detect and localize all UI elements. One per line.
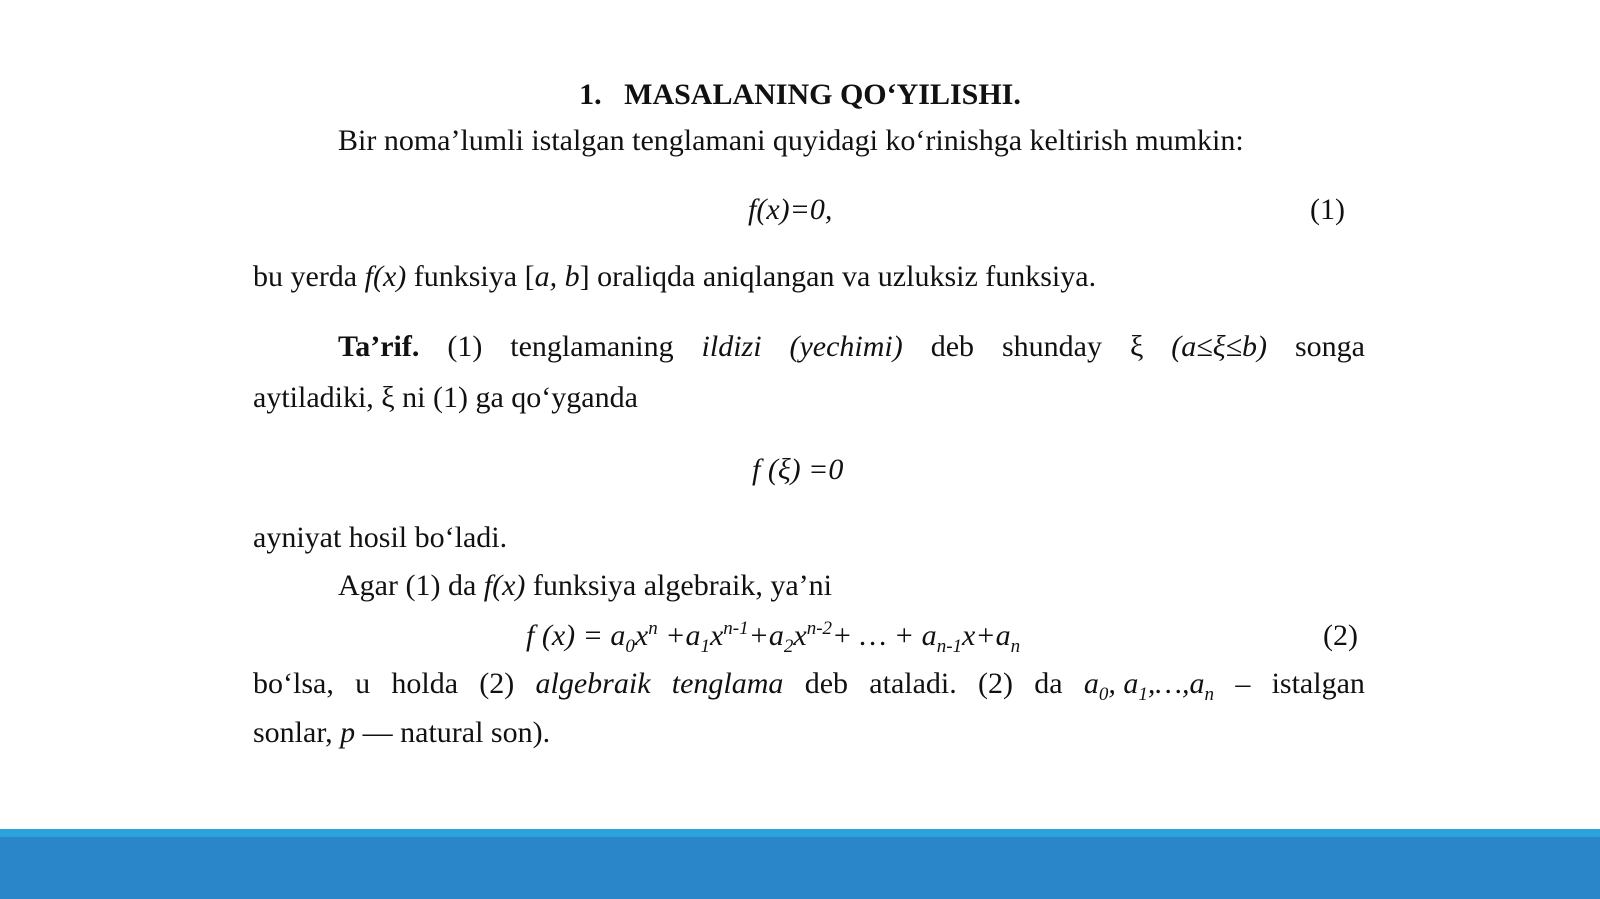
eq-part: x <box>709 619 724 652</box>
word: bo‘lsa, <box>253 667 334 700</box>
word: deb <box>930 330 975 363</box>
word: (2) <box>479 667 515 700</box>
coefficients <box>1083 667 1215 705</box>
equation-2 <box>526 618 1021 657</box>
equation-xi: f (ξ) =0 <box>752 453 844 486</box>
space <box>557 260 565 293</box>
interval-b: b <box>564 260 580 293</box>
intro-line: Bir noma’lumli istalgan tenglamani quyidagi ko‘rinishga keltirish mumkin: <box>338 124 1244 157</box>
text: funksiya algebraik, ya’ni <box>525 569 832 602</box>
word: u <box>355 667 371 700</box>
word: ataladi. <box>869 667 957 700</box>
xi-symbol: ξ <box>1129 330 1144 363</box>
eq-part: +a <box>657 619 701 652</box>
subscript: n-1 <box>936 636 963 657</box>
term-yechimi: (yechimi) <box>789 330 903 363</box>
subscript: 1 <box>1138 684 1148 705</box>
equation-2-label: (2) <box>1323 619 1358 652</box>
eq-part: x <box>793 619 807 652</box>
subscript: 2 <box>783 636 794 657</box>
text: Agar (1) da <box>338 569 484 602</box>
text: — natural son). <box>355 716 551 749</box>
coef-part: , a <box>1108 667 1139 700</box>
term-ildizi: ildizi <box>701 330 762 363</box>
dash: – <box>1235 667 1251 700</box>
word: tenglamaning <box>510 330 674 363</box>
word: shunday <box>1002 330 1102 363</box>
subscript: 0 <box>1098 684 1109 705</box>
bu-yerda-line <box>253 262 1096 292</box>
p-symbol: p <box>340 716 356 749</box>
coef-part: ,…,a <box>1147 667 1205 700</box>
word: deb <box>804 667 849 700</box>
footer-band <box>0 837 1600 899</box>
equation-1-label: (1) <box>1310 193 1345 226</box>
equation-1: f(x)=0, <box>748 193 833 226</box>
definition-line-2: aytiladiki, ξ ni (1) ga qo‘yganda <box>253 381 638 414</box>
agar-line <box>338 571 832 601</box>
term-algebraik: algebraik <box>535 667 651 700</box>
fx-symbol: f(x) <box>483 569 526 602</box>
ayniyat-line: ayniyat hosil bo‘ladi. <box>253 521 508 554</box>
eq-part: f (x) = a <box>526 619 626 652</box>
text: ] oraliqda aniqlangan va uzluksiz funksiya. <box>579 260 1097 293</box>
word: (1) <box>447 330 483 363</box>
word: da <box>1034 667 1063 700</box>
term-tenglama: tenglama <box>671 667 784 700</box>
footer-accent-strip <box>0 829 1600 837</box>
subscript: 0 <box>625 636 635 657</box>
section-heading <box>0 80 1600 110</box>
text: sonlar, <box>253 716 341 749</box>
sonlar-line <box>253 718 550 748</box>
definition-label: Ta’rif. <box>338 330 420 363</box>
eq-part: +a <box>748 619 784 652</box>
heading-number: 1. <box>579 78 602 111</box>
word: songa <box>1295 330 1365 363</box>
word: istalgan <box>1271 667 1365 700</box>
superscript: n-1 <box>723 618 749 639</box>
superscript: n <box>648 618 658 639</box>
bolsa-line <box>253 667 1365 705</box>
interval-a: a, <box>534 260 558 293</box>
subscript: 1 <box>700 636 710 657</box>
eq-part: x+a <box>962 619 1011 652</box>
eq-part: x <box>634 619 649 652</box>
subscript: n <box>1204 684 1215 705</box>
word: (2) <box>978 667 1013 700</box>
subscript: n <box>1010 636 1021 657</box>
heading-title: MASALANING QO‘YILISHI. <box>624 78 1021 111</box>
eq-part: + … + a <box>832 619 937 652</box>
coef-part: a <box>1083 667 1099 700</box>
xi-range: (a≤ξ≤b) <box>1171 330 1268 363</box>
fx-symbol: f(x) <box>364 260 407 293</box>
word: holda <box>391 667 459 700</box>
text: bu yerda <box>253 260 365 293</box>
superscript: n-2 <box>806 618 833 639</box>
definition-line <box>338 332 1365 362</box>
text: funksiya [ <box>406 260 535 293</box>
